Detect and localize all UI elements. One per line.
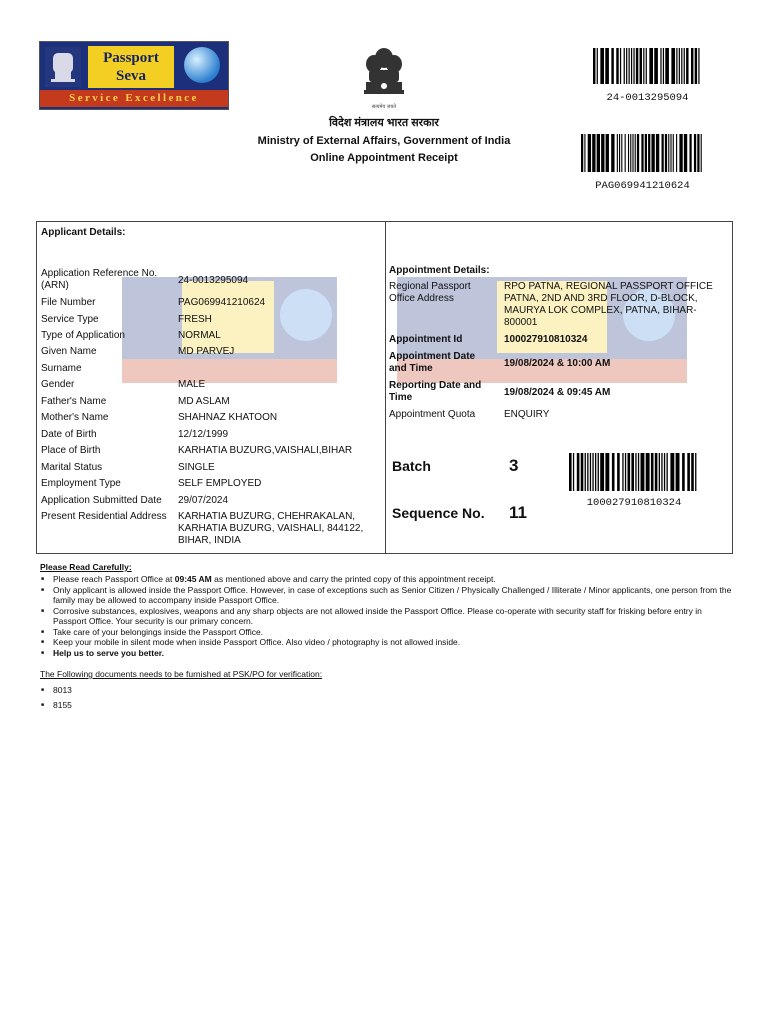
emblem-motto: सत्यमेव जयते — [371, 104, 397, 110]
barcode-bar — [676, 134, 677, 172]
barcode-bar — [611, 134, 614, 172]
barcode-bar — [588, 134, 591, 172]
father-name-label: Father's Name — [41, 396, 107, 407]
barcode-bar — [691, 48, 693, 84]
employment-type-value: SELF EMPLOYED — [178, 478, 262, 489]
barcode-bar — [617, 453, 620, 491]
barcode-bar — [645, 134, 647, 172]
instruction-item: ■ Corrosive substances, explosives, weapons and any sharp objects are not allowed inside the Passport Office. Please co-operate with security staff for frisking before entry in Passport Office. Your security is our primary concern. — [40, 606, 735, 627]
barcode-bar — [665, 134, 667, 172]
surname-label: Surname — [41, 363, 82, 374]
barcode-bar — [585, 453, 586, 491]
barcode-bar — [691, 453, 694, 491]
barcode-bar — [593, 48, 595, 84]
barcode-bar — [701, 134, 702, 172]
barcode-bar — [684, 48, 685, 84]
employment-type-label: Employment Type — [41, 478, 121, 489]
address-value: KARHATIA BUZURG, CHEHRAKALAN, KARHATIA BUZURG, VAISHALI, 844122, BIHAR, INDIA — [178, 511, 364, 546]
marital-status-value: SINGLE — [178, 462, 215, 473]
barcode-bar — [641, 453, 645, 491]
barcode-bar — [626, 48, 627, 84]
documents-list — [40, 683, 72, 712]
barcode-bar — [695, 48, 697, 84]
barcode-bar — [671, 48, 675, 84]
barcode-bar — [581, 134, 583, 172]
barcode-bar — [676, 453, 680, 491]
appointment-id-label: Appointment Id — [389, 334, 463, 345]
place-of-birth-value: KARHATIA BUZURG,VAISHALI,BIHAR — [178, 445, 353, 456]
barcode-bar — [631, 453, 634, 491]
barcode-bar — [648, 134, 650, 172]
submitted-date-label: Application Submitted Date — [41, 495, 162, 506]
barcode-bar — [616, 48, 618, 84]
barcode-bar — [605, 453, 609, 491]
appointment-datetime-label: Appointment Date and Time — [389, 351, 476, 374]
barcode-bar — [643, 48, 644, 84]
reporting-datetime-label: Reporting Date and Time — [389, 380, 482, 403]
place-of-birth-label: Place of Birth — [41, 445, 101, 456]
arn-barcode-text: 24-0013295094 — [606, 92, 689, 104]
barcode-bar — [577, 453, 580, 491]
applicant-details-title: Applicant Details: — [41, 227, 126, 238]
barcode-bar — [641, 134, 643, 172]
instructions-title: Please Read Carefully: — [40, 562, 132, 572]
reporting-datetime-value: 19/08/2024 & 09:45 AM — [504, 387, 611, 398]
barcode-bar — [673, 134, 674, 172]
receipt-title: Online Appointment Receipt — [310, 152, 458, 164]
barcode-bar — [682, 453, 685, 491]
barcode-bar — [590, 453, 591, 491]
barcode-bar — [600, 48, 604, 84]
file-number-value: PAG069941210624 — [178, 297, 266, 308]
barcode-bar — [611, 48, 613, 84]
barcode-bar — [676, 48, 677, 84]
barcode-bar — [649, 48, 653, 84]
barcode-bar — [689, 134, 691, 172]
appointment-barcode — [569, 453, 699, 491]
sequence-label: Sequence No. — [392, 505, 485, 521]
given-name-value: MD PARVEJ — [178, 346, 235, 357]
barcode-bar — [612, 453, 615, 491]
dob-label: Date of Birth — [41, 429, 97, 440]
barcode-bar — [581, 453, 584, 491]
sequence-value: 11 — [509, 503, 527, 522]
logo-name-line2: Seva — [116, 68, 146, 84]
barcode-bar — [624, 48, 625, 84]
barcode-bar — [598, 453, 599, 491]
barcode-bar — [695, 453, 696, 491]
barcode-bar — [635, 134, 636, 172]
barcode-bar — [698, 48, 699, 84]
documents-title: The Following documents needs to be furnished at PSK/PO for verification: — [40, 669, 323, 679]
arn-label: Application Reference No. (ARN) — [41, 268, 158, 291]
file-number-label: File Number — [41, 297, 96, 308]
appointment-datetime-value: 19/08/2024 & 10:00 AM — [504, 358, 611, 369]
father-name-value: MD ASLAM — [178, 396, 230, 407]
barcode-bar — [640, 48, 642, 84]
dob-value: 12/12/1999 — [178, 429, 229, 440]
file-barcode — [581, 134, 704, 172]
rpo-value: RPO PATNA, REGIONAL PASSPORT OFFICE PATNA, 2ND AND 3RD FLOOR, D-BLOCK, MAURYA LOK COMPLEX, PATNA, BIHAR-800001 — [504, 281, 713, 328]
barcode-bar — [660, 48, 661, 84]
barcode-bar — [595, 453, 596, 491]
barcode-bar — [656, 134, 659, 172]
barcode-bar — [635, 453, 636, 491]
barcode-bar — [667, 453, 668, 491]
gender-label: Gender — [41, 379, 75, 390]
service-type-label: Service Type — [41, 314, 99, 325]
instruction-text: as mentioned above and carry the printed copy of this appointment receipt. — [211, 574, 496, 584]
barcode-bar — [597, 48, 598, 84]
appointment-details-title: Appointment Details: — [389, 265, 490, 276]
barcode-bar — [597, 134, 600, 172]
globe-icon — [184, 47, 220, 83]
barcode-bar — [632, 134, 633, 172]
appointment-id-value: 100027910810324 — [504, 334, 588, 345]
barcode-bar — [621, 134, 622, 172]
barcode-bar — [663, 48, 664, 84]
arn-barcode — [593, 48, 702, 84]
rpo-label: Regional Passport Office Address — [389, 281, 471, 304]
batch-label: Batch — [392, 458, 431, 474]
barcode-bar — [605, 48, 609, 84]
barcode-bar — [622, 453, 623, 491]
instruction-text: Please reach Passport Office at — [53, 574, 175, 584]
barcode-bar — [619, 134, 620, 172]
barcode-bar — [662, 134, 664, 172]
table-divider — [385, 222, 386, 553]
barcode-bar — [681, 48, 682, 84]
reporting-time: 09:45 AM — [174, 574, 212, 584]
emblem-icon — [45, 47, 81, 87]
instructions-list — [40, 574, 735, 658]
barcode-bar — [694, 134, 696, 172]
barcode-bar — [617, 134, 618, 172]
barcode-bar — [636, 48, 638, 84]
appointment-quota-label: Appointment Quota — [389, 409, 476, 420]
instruction-item: ■ Help us to serve you better. — [40, 648, 735, 659]
barcode-bar — [638, 453, 639, 491]
barcode-bar — [646, 453, 650, 491]
barcode-bar — [679, 48, 680, 84]
barcode-bar — [668, 134, 669, 172]
barcode-bar — [628, 134, 629, 172]
barcode-bar — [679, 134, 682, 172]
barcode-bar — [587, 453, 588, 491]
file-barcode-text: PAG069941210624 — [595, 180, 690, 192]
barcode-bar — [670, 134, 671, 172]
submitted-date-value: 29/07/2024 — [178, 495, 229, 506]
appointment-barcode-text: 100027910810324 — [586, 497, 682, 509]
barcode-bar — [651, 134, 654, 172]
barcode-bar — [655, 453, 658, 491]
instruction-item: ■ Take care of your belongings inside the Passport Office. — [40, 627, 735, 638]
document-item: ■ 8155 — [40, 698, 72, 713]
barcode-bar — [630, 134, 631, 172]
barcode-bar — [665, 48, 669, 84]
application-type-label: Type of Application — [41, 330, 125, 341]
barcode-bar — [620, 48, 621, 84]
marital-status-label: Marital Status — [41, 462, 103, 473]
document-item: ■ 8013 — [40, 683, 72, 698]
barcode-bar — [625, 453, 626, 491]
service-type-value: FRESH — [178, 314, 212, 325]
barcode-bar — [631, 48, 632, 84]
barcode-bar — [592, 453, 593, 491]
barcode-bar — [684, 134, 687, 172]
barcode-bar — [601, 134, 604, 172]
barcode-bar — [686, 48, 688, 84]
barcode-bar — [651, 453, 654, 491]
mother-name-value: SHAHNAZ KHATOON — [178, 412, 278, 423]
barcode-bar — [573, 453, 574, 491]
barcode-bar — [664, 453, 665, 491]
barcode-bar — [646, 48, 647, 84]
barcode-bar — [659, 453, 660, 491]
instruction-item — [40, 574, 735, 585]
application-type-value: NORMAL — [178, 330, 221, 341]
logo-name — [88, 46, 174, 88]
barcode-bar — [592, 134, 595, 172]
instruction-item: ■ Only applicant is allowed inside the Passport Office. However, in case of exceptions such as Senior Citizen / Physically Challenged / Illiterate / Minor applicants, one person from the family may be allowed to accompany inside Passport Office. — [40, 585, 735, 606]
barcode-bar — [637, 134, 639, 172]
passport-seva-logo — [39, 41, 229, 110]
given-name-label: Given Name — [41, 346, 97, 357]
barcode-bar — [661, 453, 662, 491]
logo-name-line1: Passport — [103, 50, 159, 66]
barcode-bar — [654, 48, 658, 84]
hindi-ministry-title: विदेश मंत्रालय भारत सरकार — [329, 117, 439, 129]
barcode-bar — [697, 134, 699, 172]
gender-value: MALE — [178, 379, 206, 390]
logo-tagline: Service Excellence — [40, 90, 228, 107]
barcode-bar — [625, 134, 626, 172]
instruction-item: ■ Keep your mobile in silent mode when inside Passport Office. Also video / photography is not allowed inside. — [40, 637, 735, 648]
barcode-bar — [569, 453, 572, 491]
barcode-bar — [606, 134, 609, 172]
barcode-bar — [633, 48, 634, 84]
appointment-quota-value: ENQUIRY — [504, 409, 550, 420]
ministry-title: Ministry of External Affairs, Government of India — [257, 135, 511, 147]
address-label: Present Residential Address — [41, 511, 167, 522]
barcode-bar — [670, 453, 674, 491]
barcode-bar — [629, 48, 630, 84]
mother-name-label: Mother's Name — [41, 412, 109, 423]
arn-value: 24-0013295094 — [178, 275, 249, 286]
barcode-bar — [687, 453, 690, 491]
barcode-bar — [584, 134, 585, 172]
barcode-bar — [600, 453, 604, 491]
batch-value: 3 — [509, 456, 519, 475]
barcode-bar — [628, 453, 631, 491]
ashoka-emblem-icon — [360, 44, 408, 108]
